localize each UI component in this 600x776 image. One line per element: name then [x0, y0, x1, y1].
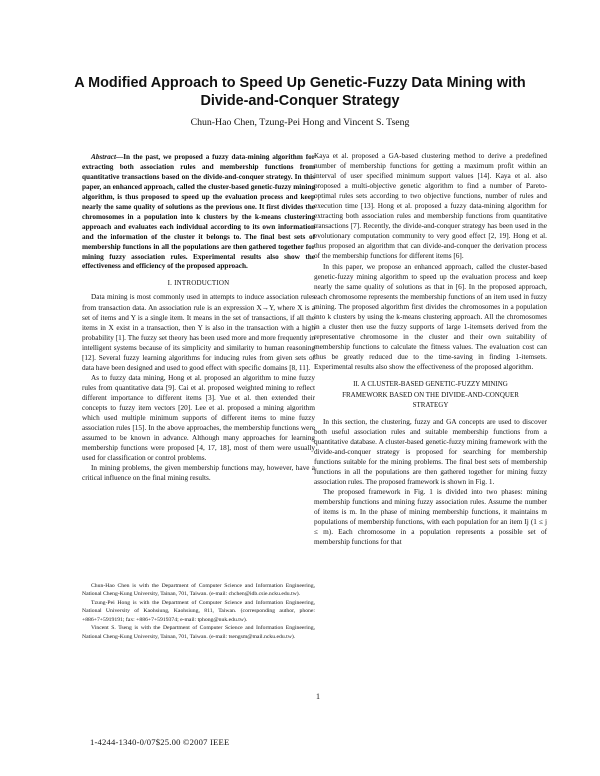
section-heading-2-line-3: STRATEGY: [412, 401, 449, 410]
abstract-text: —In the past, we proposed a fuzzy data-mining algorithm for extracting both association rules and membership functions from quantitative transactions based on the divide-and-conquer strategy. In this paper, an enhanced approach, called the cluster-based genetic-fuzzy mining algorithm, is thus proposed to speed up the evaluation process and keep nearly the same quality of solutions as the previous one. It first divides the chromosomes in a population into k clusters by the k-means clustering approach and evaluates each individual according to its own information and the information of the cluster it belongs to. The final best sets of membership functions in all the populations are then gathered together for mining fuzzy association rules. Experimental results also show the effectiveness and efficiency of the proposed approach.: [82, 153, 315, 271]
body-paragraph: In this paper, we propose an enhanced approach, called the cluster-based genetic-fuzzy mining algorithm to speed up the evaluation process and keep nearly the same quality of solutions as that in [6]. In the proposed approach, each chromosome represents the membership functions of an item used in fuzzy mining. The proposed algorithm first divides the chromosomes in a population into k clusters by using the k-means clustering approach. All the chromosomes in a cluster then use the fuzzy supports of large 1-itemsets derived from the representative chromosome in the cluster and their own suitability of membership functions to calculate the fitness values. The evaluation cost can thus be greatly reduced due to the time-saving in finding 1-itemsets. Experimental results also show the effectiveness of the proposed algorithm.: [314, 262, 547, 371]
author-list: Chun-Hao Chen, Tzung-Pei Hong and Vincent S. Tseng: [190, 117, 410, 128]
right-column: [314, 151, 547, 547]
body-paragraph: Kaya et al. proposed a GA-based clustering method to derive a predefined number of membership functions for getting a maximum profit within an interval of user specified minimum support values [14]. Kaya et al. also proposed a multi-objective genetic algorithm to find a number of Pareto-optimal rules sets according to two objective functions, number of rules and execution time [13]. Hong et al. proposed a fuzzy data-mining algorithm for extracting both association rules and membership functions from quantitative transactions [7]. Recently, the divide-and-conquer strategy has been used in the evolutionary computation community to very good effect [2, 19]. Hong et al. thus proposed an algorithm that can divide-and-conquer the derivation process of the membership functions for different items [6].: [314, 152, 547, 261]
section-heading-2-line-2: FRAMEWORK BASED ON THE DIVIDE-AND-CONQUER: [342, 390, 519, 399]
intro-paragraph: Data mining is most commonly used in attempts to induce association rules from transaction data. An association rule is an expression X→Y, where X is a set of items and Y is a single item. It means in the set of transactions, if all the items in X exist in a transaction, then Y is also in the transaction with a high probability [1]. The fuzzy set theory has been used more and more frequently in intelligent systems because of its simplicity and similarity to human reasoning [12]. Several fuzzy learning algorithms for inducing rules from given sets of data have been designed and used to good effect with specific domains [8, 11].: [82, 293, 315, 372]
title-line-1: A Modified Approach to Speed Up Genetic-Fuzzy Data Mining with: [74, 75, 526, 91]
body-paragraph: In this section, the clustering, fuzzy and GA concepts are used to discover both useful association rules and suitable membership functions from a quantitative database. A cluster-based genetic-fuzzy mining framework with the divide-and-conquer strategy is proposed for searching for membership functions suitable for the mining problems. The final best sets of membership functions in all the populations are then gathered together for mining fuzzy association rules. The proposed framework is shown in Fig. 1.: [314, 417, 547, 486]
section-heading-introduction: I. INTRODUCTION: [167, 279, 230, 288]
page-number: 1: [316, 692, 320, 701]
author-footnotes: [82, 582, 315, 641]
section-heading-2-line-1: II. A CLUSTER-BASED GENETIC-FUZZY MINING: [353, 380, 508, 389]
abstract: [82, 153, 315, 272]
title-line-2: Divide-and-Conquer Strategy: [200, 93, 400, 109]
intro-paragraph: In mining problems, the given membership functions may, however, have a critical influence on the final mining results.: [82, 464, 315, 483]
copyright-line: 1-4244-1340-0/07$25.00 ©2007 IEEE: [90, 737, 230, 747]
left-column: [82, 153, 315, 483]
section-heading-2: [314, 379, 547, 411]
body-paragraph: The proposed framework in Fig. 1 is divided into two phases: mining membership functions and mining fuzzy association rules. Assume the number of items is m. In the phase of mining membership functions, it maintains m populations of membership functions, with each population for an item Ij (1 ≤ j ≤ m). Each chromosome in a population represents a possible set of membership functions for that: [314, 487, 547, 547]
intro-paragraph: As to fuzzy data mining, Hong et al. proposed an algorithm to mine fuzzy rules from quantitative data [9]. Cai et al. proposed weighted mining to reflect different importance to different items [3]. Yue et al. then extended their concepts to fuzzy item vectors [20]. Lee et al. proposed a mining algorithm which used multiple minimum supports of different items to mine fuzzy association rules [15]. In the above approaches, the membership functions were assumed to be known in advance. Although many approaches for learning membership functions were proposed [4, 17, 18], most of them were usually used for classification or control problems.: [82, 373, 315, 463]
abstract-label: Abstract: [91, 153, 116, 161]
footnote-item: Tzung-Pei Hong is with the Department of Computer Science and Information Engineering, National University of Kaohsiung, Kaohsiung, 811, Taiwan. (corresponding author, phone: +886+7+5919191; fax: +886+7+5919374; e-mail: tphong@nuk.edu.tw).: [82, 599, 315, 623]
footnote-item: Vincent S. Tseng is with the Department of Computer Science and Information Engineering, National Cheng-Kung University, Tainan, 701, Taiwan. (e-mail: tsengsm@mail.ncku.edu.tw).: [82, 625, 315, 640]
paper-title: [60, 74, 540, 110]
footnote-item: Chun-Hao Chen is with the Department of Computer Science and Information Engineering, National Cheng-Kung University, Tainan, 701, Taiwan. (e-mail: chchen@idb.csie.ncku.edu.tw).: [82, 583, 315, 598]
